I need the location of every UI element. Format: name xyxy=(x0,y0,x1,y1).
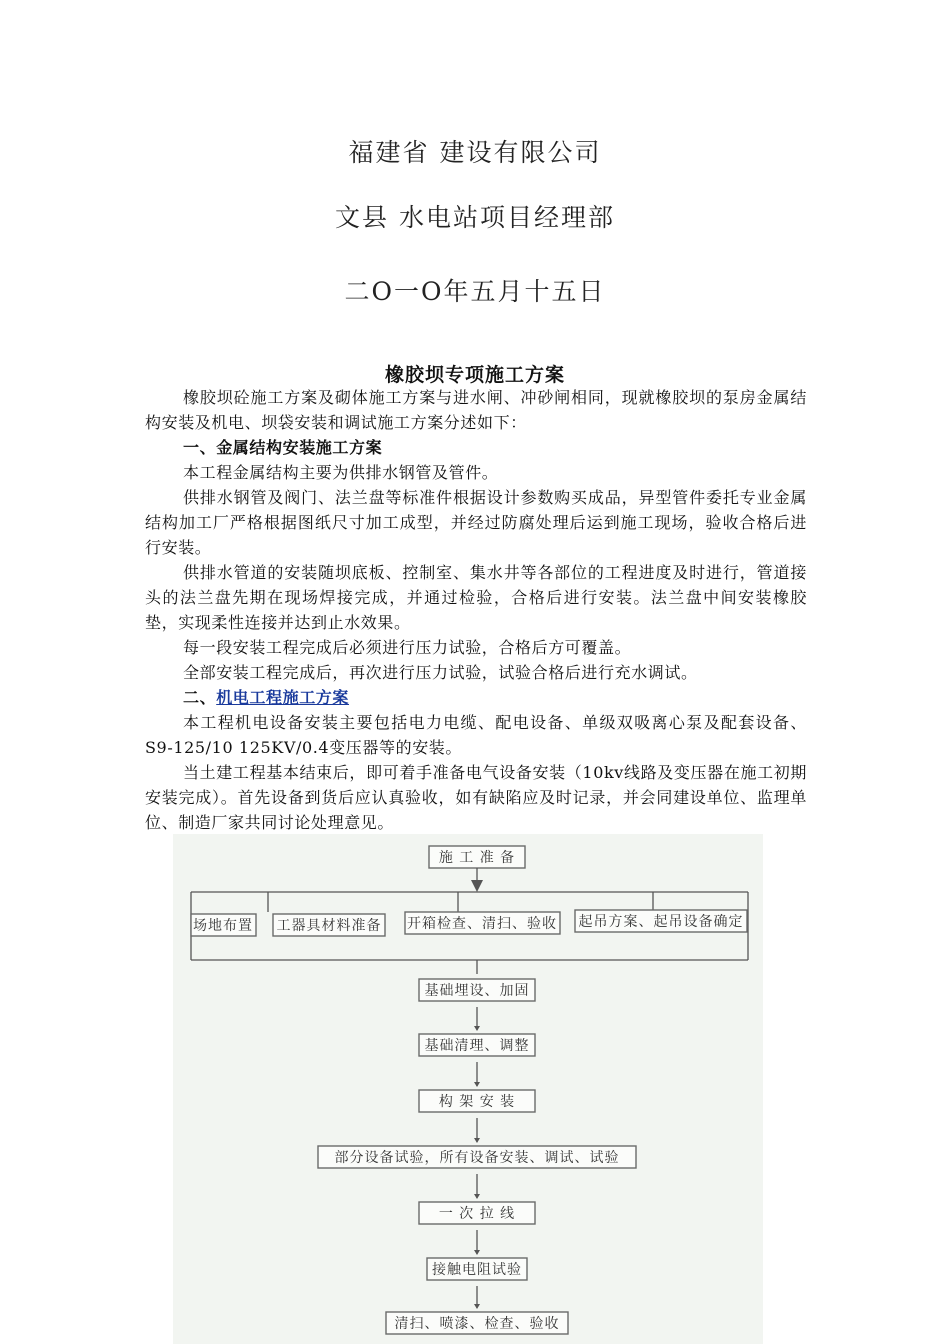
intro-paragraph: 橡胶坝砼施工方案及砌体施工方案与进水闸、冲砂闸相同，现就橡胶坝的泵房金属结构安装及机电、坝袋安装和调试施工方案分述如下： xyxy=(145,388,807,432)
flow-step-text: 构 架 安 装 xyxy=(438,1094,516,1110)
flow-arrow xyxy=(474,1082,480,1087)
construction-flowchart xyxy=(173,834,763,1344)
flow-step-text: 部分设备试验，所有设备安装、调试、试验 xyxy=(334,1150,620,1166)
section1-paragraph-4: 每一段安装工程完成后必须进行压力试验，合格后方可覆盖。 xyxy=(183,638,632,657)
flow-arrow xyxy=(474,1194,480,1199)
flow-parallel-text-1: 场地布置 xyxy=(193,918,253,934)
section2-heading-link[interactable]: 机电工程施工方案 xyxy=(216,688,350,707)
section2-heading-prefix: 二、 xyxy=(183,688,217,707)
flow-start-text: 施 工 准 备 xyxy=(438,850,516,866)
section2-paragraph-1: 本工程机电设备安装主要包括电力电缆、配电设备、单级双吸离心泵及配套设备、S9-125/10 125KV/0.4变压器等的安装。 xyxy=(145,713,807,757)
flow-parallel-text-4: 起吊方案、起吊设备确定 xyxy=(578,914,744,930)
flow-parallel-text-3: 开箱检查、清扫、验收 xyxy=(407,916,557,932)
section1-paragraph-2: 供排水钢管及阀门、法兰盘等标准件根据设计参数购买成品，异型管件委托专业金属结构加工厂严格根据图纸尺寸加工成型，并经过防腐处理后运到施工现场，验收合格后进行安装。 xyxy=(145,488,807,557)
section1-paragraph-3: 供排水管道的安装随坝底板、控制室、集水井等各部位的工程进度及时进行，管道接头的法兰盘先期在现场焊接完成，并通过检验，合格后进行安装。法兰盘中间安装橡胶垫，实现柔性连接并达到止水效果。 xyxy=(145,563,807,632)
section1-paragraph-5: 全部安装工程完成后，再次进行压力试验，试验合格后进行充水调试。 xyxy=(183,663,698,682)
project-department: 文县 水电站项目经理部 xyxy=(335,203,615,232)
section1-paragraph-1: 本工程金属结构主要为供排水钢管及管件。 xyxy=(183,463,499,482)
flow-arrow xyxy=(474,1138,480,1143)
flow-arrow xyxy=(474,1304,480,1309)
flow-steps xyxy=(318,979,636,1334)
company-name: 福建省 建设有限公司 xyxy=(348,138,602,167)
flow-step-text: 基础清理、调整 xyxy=(424,1038,530,1054)
document-date: 二O一O年五月十五日 xyxy=(344,277,606,306)
flowchart-svg xyxy=(173,834,763,1344)
flow-step-text: 基础埋设、加固 xyxy=(424,983,530,999)
document-title: 橡胶坝专项施工方案 xyxy=(384,364,565,386)
flow-step-text: 接触电阻试验 xyxy=(432,1262,522,1278)
flow-parallel-text-2: 工器具材料准备 xyxy=(276,918,382,934)
section2-heading xyxy=(145,685,807,710)
flow-step-text: 清扫、喷漆、检查、验收 xyxy=(394,1316,560,1332)
section1-heading: 一、金属结构安装施工方案 xyxy=(183,438,383,457)
flow-step-text: 一 次 拉 线 xyxy=(438,1206,516,1222)
flow-arrow xyxy=(474,1026,480,1031)
flow-arrow xyxy=(474,1250,480,1255)
section2-paragraph-2: 当土建工程基本结束后，即可着手准备电气设备安装（10kv线路及变压器在施工初期安装完成）。首先设备到货后应认真验收，如有缺陷应及时记录，并会同建设单位、监理单位、制造厂家共同讨论处理意见。 xyxy=(145,763,807,832)
flow-arrow-start xyxy=(471,880,483,892)
